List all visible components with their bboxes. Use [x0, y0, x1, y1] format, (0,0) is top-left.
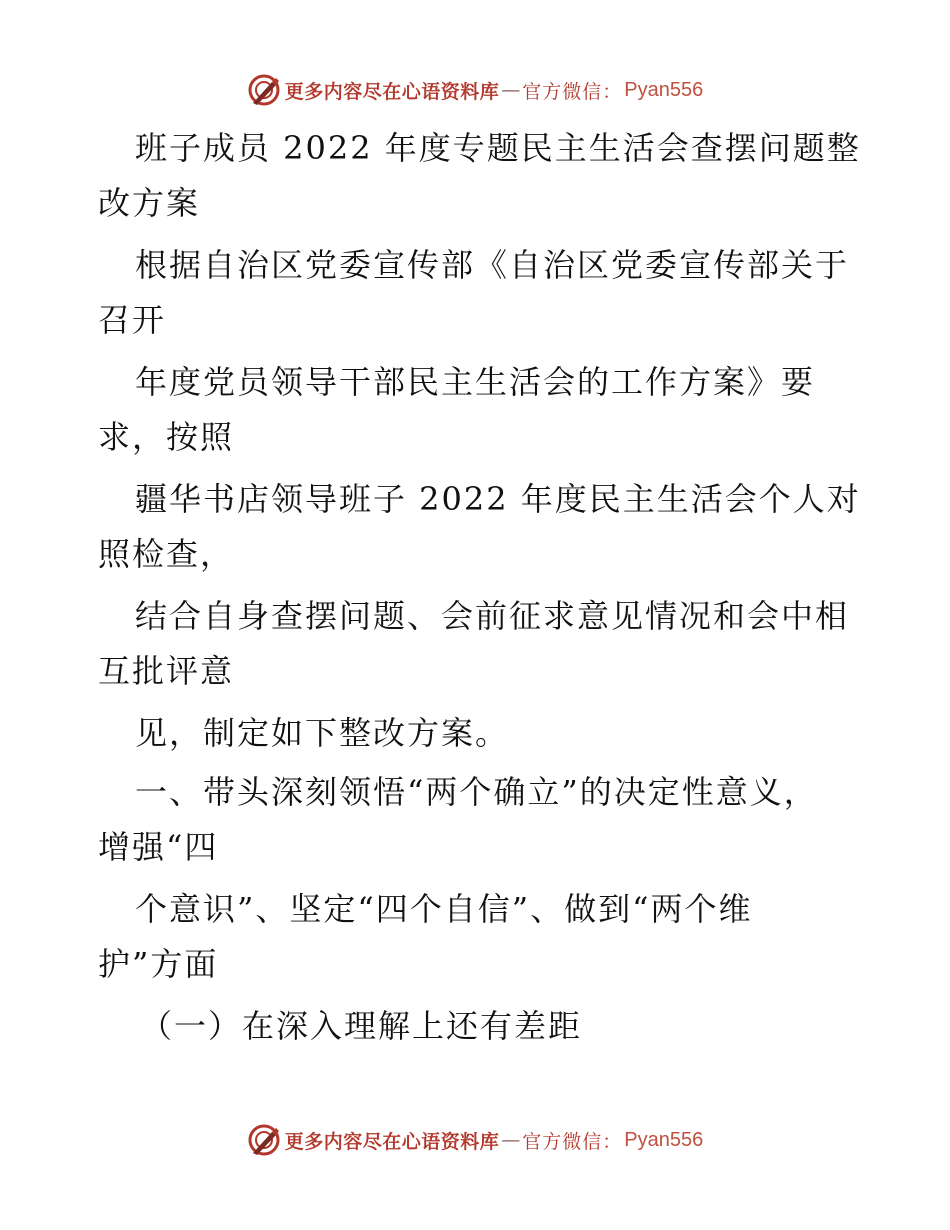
text-line: （一）在深入理解上还有差距 — [140, 1007, 583, 1045]
text-line: 一、带头深刻领悟“两个确立”的决定性意义， — [135, 773, 818, 811]
banner-wechat-id: Pyan556 — [624, 78, 704, 101]
text-line: 结合自身查摆问题、会前征求意见情况和会中相 — [135, 597, 850, 635]
text-line: 求，按照 — [98, 418, 235, 456]
text-line: 增强“四 — [98, 828, 219, 866]
banner-official-label: 官方微信： — [522, 80, 623, 103]
text-line: 班子成员 2022 年度专题民主生活会查摆问题整 — [135, 129, 861, 167]
footer-banner[interactable] — [0, 1120, 950, 1160]
text-line: 个意识”、坚定“四个自信”、做到“两个维 — [135, 890, 753, 928]
pen-logo-icon — [247, 73, 281, 107]
banner-wechat-id: Pyan556 — [624, 1128, 704, 1151]
text-line: 见，制定如下整改方案。 — [135, 714, 510, 752]
pen-logo-icon — [247, 1123, 281, 1157]
banner-separator: — — [501, 1129, 521, 1151]
header-banner[interactable] — [0, 70, 950, 110]
banner-separator: — — [501, 79, 521, 101]
banner-official-label: 官方微信： — [522, 1130, 623, 1153]
text-line: 互批评意 — [98, 652, 235, 690]
text-line: 照检查， — [98, 535, 235, 573]
text-line: 召开 — [98, 301, 167, 339]
text-line: 疆华书店领导班子 2022 年度民主生活会个人对 — [135, 480, 861, 518]
text-line: 护”方面 — [98, 945, 219, 983]
text-line: 改方案 — [98, 184, 201, 222]
text-line: 根据自治区党委宣传部《自治区党委宣传部关于 — [135, 246, 850, 284]
banner-brand-text: 更多内容尽在心语资料库 — [284, 80, 500, 103]
text-line: 年度党员领导干部民主生活会的工作方案》要 — [135, 363, 816, 401]
banner-brand-text: 更多内容尽在心语资料库 — [284, 1130, 500, 1153]
